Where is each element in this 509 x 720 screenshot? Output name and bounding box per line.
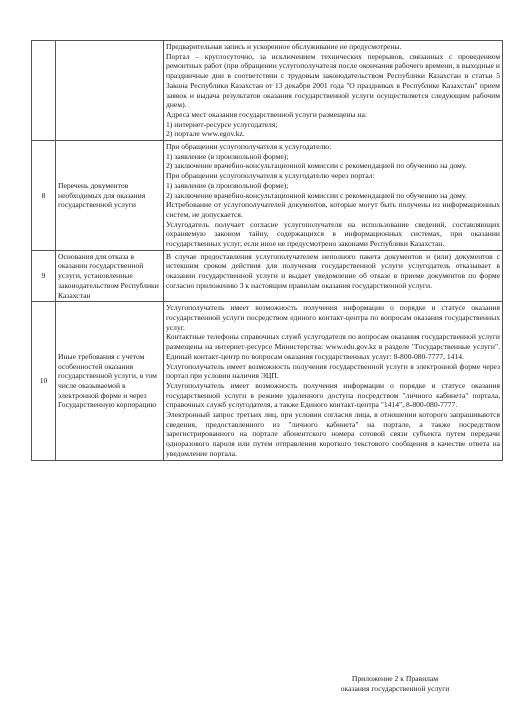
content-paragraph: При обращении услугополучателя к услугодателю через портал: [166,171,375,181]
content-paragraph: Истребование от услугополучателей документов, которые могут быть получены из информационных систем, не допускается. [166,200,500,219]
content-paragraph: Контактные телефоны справочных служб услугодателя по вопросам оказания государственной услуги размещены на интернет-ресурсе Министерства: www.edu.gov.kz в разделе "Государственные услуги". Единый контакт-центр по вопросам оказания государственных услуг: 8-800-080-7777, 1414. [166,332,500,361]
table-body [32,41,503,461]
content-paragraph: 2) портале www.egov.kz. [166,129,245,139]
row-title-cell: Перечень документов необходимых для оказания государственной услуги [56,141,164,251]
row-content-cell [164,141,503,251]
row-number-cell: 10 [32,302,56,460]
content-paragraph: 2) заключение врачебно-консультационной комиссии с рекомендацией по обучению на дому. [166,161,467,171]
content-paragraph: Услугополучатель имеет возможность получения информации о порядке и статусе оказания государственной услуги посредством единого контакт-центра по вопросам оказания государственных услуг. [166,303,500,332]
appendix-caption-line-1: Приложение 2 к Правилам [351,674,439,683]
service-standard-table [31,40,503,461]
content-paragraph: 1) заявление (в произвольной форме); [166,180,289,190]
content-paragraph: Портал – круглосуточно, за исключением технических перерывов, связанных с проведением ремонтных работ (при обращении услугополучателя после окончания рабочего времени, в выходные и праздничные дни в соответствии с трудовым законодательством Республики Казахстан и статьи 5 Закона Республики Казахстан от 13 декабря 2001 года "О праздниках в Республике Казахстан" прием заявок и выдача результатов оказания государственной услуги осуществляется следующим рабочим днем). [166,51,500,110]
content-paragraph: Услугополучатель имеет возможность получения государственной услуги в электронной форме через портал при условии наличия ЭЦП. [166,361,500,381]
content-paragraph: При обращении услугополучателя к услугодателю: [166,142,332,152]
row-title-cell: Основания для отказа в оказании государственной услуги, установленные законодательством Республики Казахстан [56,250,164,302]
content-paragraph: Услугодатель получает согласие услугополучателя на использование сведений, составляющих охраняемую законом тайну, содержащихся в информационных системах, при оказании государственных услуг, если иное не предусмотрено законами Республики Казахстан. [166,219,500,249]
table-row [32,250,503,302]
content-paragraph: 1) интернет-ресурсе услугодателя; [166,119,278,129]
appendix-caption [300,674,490,694]
table-row [32,41,503,141]
content-paragraph: Электронный запрос третьих лиц, при условии согласия лица, в отношении которого запрашиваются сведения, предоставленного из "личного кабинета" на портале, а также посредством зарегистрированного на портале абонентского номера сотовой связи субъекта путем передачи одноразового пароля или путем отправления короткого текстового сообщения в качестве ответа на уведомление портала. [166,410,500,458]
table-row [32,302,503,460]
row-title-cell: Иные требования с учетом особенностей оказания государственной услуги, в том числе оказываемой в электронной форме и через Государственную корпорацию [56,302,164,460]
content-paragraph: В случае предоставления услугополучателем неполного пакета документов и (или) документов с истекшим сроком действия для получения государственной услуги услугодатель отказывает в оказании государственной услуги и выдает уведомление об отказе в приеме документов по форме согласно приложению 3 к настоящим правилам оказания государственной услуги. [166,251,500,290]
content-paragraph: 2) заключение врачебно-консультационной комиссии с рекомендацией по обучению на дому. [166,190,467,200]
table-row [32,141,503,251]
row-content-cell [164,41,503,141]
row-number-cell: 9 [32,250,56,302]
appendix-caption-line-2: оказания государственной услуги [340,684,450,693]
row-content-cell [164,250,503,302]
content-paragraph: Услугополучатель имеет возможность получения информации о порядке и статусе оказания государственной услуги в режиме удаленного доступа посредством "личного кабинета" портала, справочных служб услугодателя, а также Единого контакт-центра "1414", 8-800-080-7777. [166,380,500,410]
content-paragraph: Предварительная запись и ускоренное обслуживание не предусмотрены. [166,42,402,51]
row-number-cell: 8 [32,141,56,251]
content-paragraph: Адреса мест оказания государственной услуги размещены на: [166,109,367,119]
content-paragraph: 1) заявление (в произвольной форме); [166,151,289,161]
row-content-cell [164,302,503,460]
row-number-cell [32,41,56,141]
row-title-cell [56,41,164,141]
